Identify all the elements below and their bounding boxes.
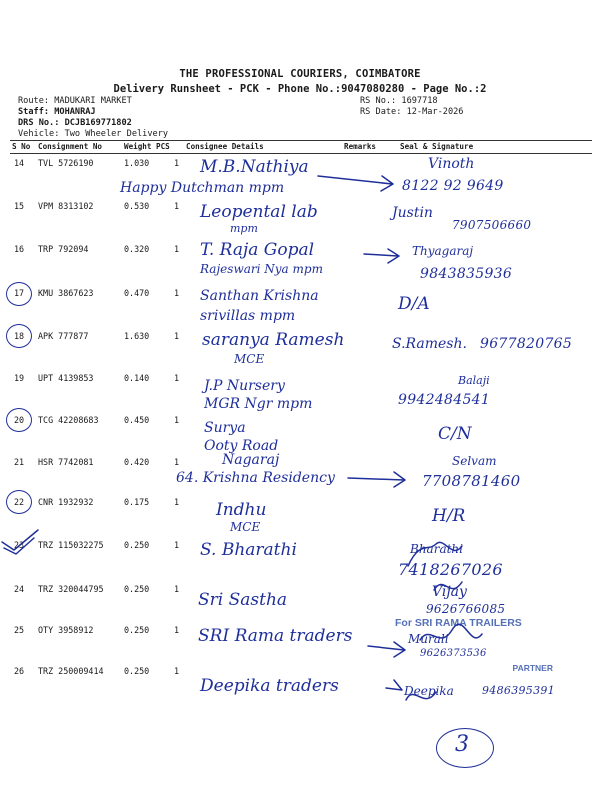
row-sno: 20	[14, 415, 25, 425]
row-consignment: CNR 1932932	[38, 497, 94, 507]
hw-consignee-name: Deepika traders	[200, 676, 339, 696]
row-pcs: 1	[174, 625, 180, 635]
row-sno: 17	[14, 288, 25, 298]
hw-consignee-name: Sri Sastha	[198, 590, 288, 610]
hw-receiver-signature: Vinoth	[428, 156, 475, 172]
col-remarks: Remarks	[344, 142, 377, 151]
hw-consignee-name: Indhu	[216, 500, 267, 520]
row-pcs: 1	[174, 415, 180, 425]
row-sno: 18	[14, 331, 25, 341]
row-consignment: TRZ 115032275	[38, 540, 104, 550]
row-sno: 26	[14, 666, 25, 676]
hw-consignee-name: J.P Nursery	[204, 378, 285, 394]
rs-date: RS Date: 12-Mar-2026	[360, 107, 464, 117]
hw-consignee-name: Santhan Krishna	[200, 288, 319, 304]
hw-receiver-signature: Justin	[392, 205, 433, 221]
hw-receiver-phone: 9942484541	[398, 392, 491, 408]
staff-label: Staff: MOHANRAJ	[18, 107, 96, 117]
row-weight: 0.250	[124, 625, 150, 635]
hw-receiver-signature: C/N	[438, 424, 472, 444]
row-weight: 0.530	[124, 201, 150, 211]
hw-consignee-name: SRI Rama traders	[198, 626, 353, 646]
hw-receiver-phone: 8122 92 9649	[402, 178, 504, 194]
col-consignment: Consignment No	[38, 142, 103, 151]
row-pcs: 1	[174, 584, 180, 594]
row-pcs: 1	[174, 201, 180, 211]
row-pcs: 1	[174, 497, 180, 507]
arrow-icon	[386, 680, 402, 690]
arrow-icon	[348, 472, 405, 487]
hw-consignee-address: MCE	[230, 520, 261, 534]
arrow-icon	[318, 176, 393, 191]
hw-receiver-phone: 7418267026	[398, 560, 503, 579]
row-weight: 1.030	[124, 158, 150, 168]
hw-consignee-address: mpm	[230, 222, 258, 235]
row-consignment: TRP 792094	[38, 244, 89, 254]
hw-receiver-signature: D/A	[398, 294, 430, 314]
row-weight: 0.250	[124, 666, 150, 676]
col-sno: S No	[12, 142, 31, 151]
stamp-partner-label: PARTNER	[512, 663, 553, 673]
hw-receiver-phone: 9677820765	[480, 336, 573, 352]
row-consignment: TRZ 320044795	[38, 584, 104, 594]
hw-receiver-signature: Murali	[408, 632, 449, 646]
hw-receiver-signature: Deepika	[404, 684, 454, 698]
col-seal-signature: Seal & Signature	[400, 142, 474, 151]
row-sno: 22	[14, 497, 25, 507]
row-weight: 0.420	[124, 457, 150, 467]
runsheet-subtitle: Delivery Runsheet - PCK - Phone No.:9047080280 - Page No.:2	[113, 83, 487, 95]
hw-consignee-name: M.B.Nathiya	[200, 157, 309, 177]
company-title: THE PROFESSIONAL COURIERS, COIMBATORE	[179, 68, 421, 80]
hw-receiver-phone: 9486395391	[482, 684, 555, 697]
row-consignment: TVL 5726190	[38, 158, 94, 168]
stamp-company-name: For SRI RAMA TRAILERS	[395, 617, 522, 629]
hw-consignee-address: Rajeswari Nya mpm	[200, 262, 323, 276]
row-weight: 0.250	[124, 584, 150, 594]
row-consignment: HSR 7742081	[38, 457, 94, 467]
row-sno: 16	[14, 244, 25, 254]
hw-receiver-signature: Bharathi	[410, 542, 463, 556]
row-weight: 0.470	[124, 288, 150, 298]
hw-consignee-address: MGR Ngr mpm	[204, 396, 313, 412]
signature-flourish	[434, 582, 462, 590]
row-pcs: 1	[174, 288, 180, 298]
hw-receiver-signature: H/R	[432, 506, 466, 526]
row-weight: 0.450	[124, 415, 150, 425]
row-weight: 0.175	[124, 497, 150, 507]
row-sno: 15	[14, 201, 25, 211]
hw-consignee-address: MCE	[234, 352, 265, 366]
row-consignment: TRZ 250009414	[38, 666, 104, 676]
row-weight: 0.250	[124, 540, 150, 550]
drs-number: DRS No.: DCJB169771802	[18, 118, 132, 128]
hw-receiver-signature: Selvam	[452, 454, 497, 468]
signature-flourish	[406, 692, 436, 700]
row-consignment: OTY 3958912	[38, 625, 94, 635]
col-weight: Weight	[124, 142, 152, 151]
hw-receiver-phone: 9843835936	[420, 266, 513, 282]
hw-receiver-signature: S.Ramesh.	[392, 336, 467, 352]
hw-receiver-signature: Vijay	[432, 584, 467, 600]
page-mark-number: 3	[455, 732, 469, 757]
row-consignment: VPM 8313102	[38, 201, 94, 211]
hw-consignee-address: Ooty Road	[204, 438, 279, 454]
hw-consignee-name: Leopental lab	[200, 202, 318, 222]
arrow-icon	[368, 642, 405, 657]
route-label: Route: MADUKARI MARKET	[18, 96, 132, 106]
row-weight: 1.630	[124, 331, 150, 341]
hw-consignee-address: 64. Krishna Residency	[176, 470, 335, 486]
row-pcs: 1	[174, 666, 180, 676]
hw-consignee-address: srivillas mpm	[200, 308, 296, 324]
hw-consignee-name: saranya Ramesh	[202, 330, 345, 350]
hw-receiver-signature: Thyagaraj	[412, 244, 474, 258]
row-weight: 0.140	[124, 373, 150, 383]
row-consignment: TCG 42208683	[38, 415, 99, 425]
row-pcs: 1	[174, 244, 180, 254]
row-sno: 23	[14, 540, 25, 550]
row-consignment: UPT 4139853	[38, 373, 94, 383]
row-consignment: KMU 3867623	[38, 288, 94, 298]
hw-receiver-phone: 7907506660	[452, 218, 532, 232]
hw-receiver-signature: Balaji	[458, 374, 490, 387]
row-pcs: 1	[174, 331, 180, 341]
row-pcs: 1	[174, 373, 180, 383]
hw-consignee-name: S. Bharathi	[200, 540, 297, 560]
row-pcs: 1	[174, 457, 180, 467]
arrow-icon	[364, 249, 399, 263]
row-pcs: 1	[174, 540, 180, 550]
hw-consignee-name: Nagaraj	[222, 452, 280, 468]
row-sno: 24	[14, 584, 25, 594]
signature-flourish	[408, 542, 462, 566]
hw-consignee-name: Surya	[204, 420, 246, 436]
row-sno: 14	[14, 158, 25, 168]
signature-flourish	[420, 624, 482, 640]
col-pcs: PCS	[156, 142, 170, 151]
row-sno: 19	[14, 373, 25, 383]
hw-consignee-name: T. Raja Gopal	[200, 240, 315, 260]
col-consignee: Consignee Details	[186, 142, 264, 151]
row-sno: 25	[14, 625, 25, 635]
hw-consignee-address: Happy Dutchman mpm	[120, 180, 285, 196]
hw-receiver-phone: 7708781460	[422, 472, 521, 490]
row-pcs: 1	[174, 158, 180, 168]
vehicle-label: Vehicle: Two Wheeler Delivery	[18, 129, 169, 139]
hw-receiver-phone: 9626373536	[420, 648, 487, 659]
row-weight: 0.320	[124, 244, 150, 254]
hw-receiver-phone: 9626766085	[426, 602, 506, 616]
rs-number: RS No.: 1697718	[360, 96, 438, 106]
row-consignment: APK 777877	[38, 331, 89, 341]
row-sno: 21	[14, 457, 25, 467]
